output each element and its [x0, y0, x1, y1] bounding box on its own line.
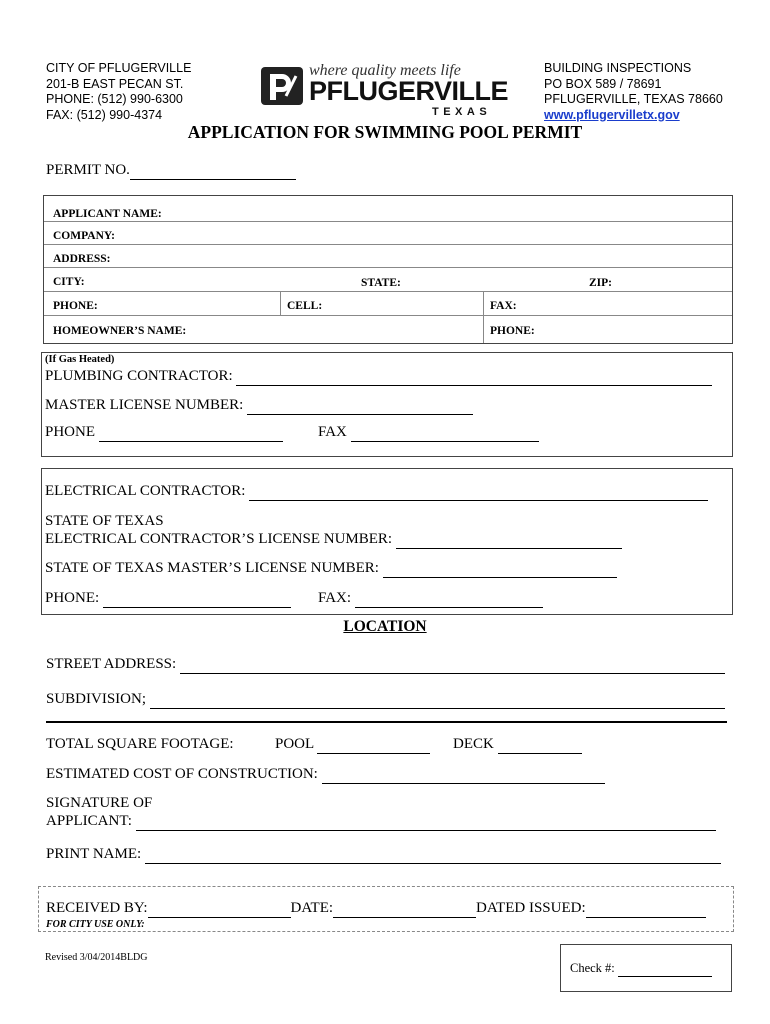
signature-label-line2: APPLICANT: — [46, 813, 132, 829]
date-label: DATE: — [290, 900, 334, 916]
cell-label: CELL: — [287, 300, 323, 312]
dated-issued-field[interactable] — [586, 900, 706, 918]
plumbing-phone-row — [45, 424, 283, 442]
master-electrical-license-label: STATE OF TEXAS MASTER’S LICENSE NUMBER: — [45, 560, 379, 576]
received-by-label: RECEIVED BY: — [46, 900, 148, 916]
applicant-name-row[interactable] — [44, 196, 732, 222]
estimated-cost-field[interactable] — [322, 766, 605, 784]
plumbing-contractor-field[interactable] — [236, 368, 712, 386]
electrical-contractor-field[interactable] — [249, 483, 708, 501]
inspections-po-box: PO BOX 589 / 78691 — [544, 76, 662, 91]
city-label: CITY: — [53, 276, 85, 288]
electrical-fax-label: FAX: — [318, 590, 352, 606]
company-row[interactable] — [44, 222, 732, 245]
electrical-license-row — [45, 531, 622, 549]
master-electrical-license-row — [45, 560, 617, 578]
master-electrical-license-field[interactable] — [383, 560, 617, 578]
electrical-phone-field[interactable] — [103, 590, 291, 608]
zip-label: ZIP: — [589, 277, 612, 289]
applicant-info-table — [43, 195, 733, 344]
permit-no-field[interactable] — [130, 162, 296, 180]
logo-tagline: where quality meets life — [309, 62, 461, 79]
street-address-row — [46, 656, 725, 674]
check-number-box — [560, 944, 732, 992]
homeowner-phone-label: PHONE: — [490, 325, 535, 337]
subdivision-row — [46, 691, 725, 709]
inspections-city: PFLUGERVILLE, TEXAS 78660 — [544, 92, 723, 106]
applicant-name-label: APPLICANT NAME: — [53, 208, 162, 220]
check-number-row — [570, 961, 712, 977]
city-use-only-box — [38, 886, 734, 932]
fax-label: FAX: — [490, 300, 517, 312]
deck-sqft-field[interactable] — [498, 736, 582, 754]
deck-row — [453, 736, 582, 754]
city-street: 201-B EAST PECAN ST. — [46, 76, 184, 91]
signature-field[interactable] — [136, 813, 716, 831]
dated-issued-label: DATED ISSUED: — [476, 900, 586, 916]
electrical-contractor-box — [41, 468, 733, 615]
state-of-texas-label: STATE OF TEXAS — [45, 513, 164, 529]
electrical-license-field[interactable] — [396, 531, 622, 549]
street-address-field[interactable] — [180, 656, 725, 674]
electrical-fax-field[interactable] — [355, 590, 543, 608]
phone-cell-fax-row — [44, 292, 732, 316]
logo-brand: PFLUGERVILLE — [309, 76, 509, 106]
received-by-field[interactable] — [148, 900, 291, 918]
city-state-zip-row — [44, 268, 732, 292]
pool-label: POOL — [275, 736, 314, 752]
city-fax: FAX: (512) 990-4374 — [46, 107, 163, 122]
plumbing-phone-field[interactable] — [99, 424, 283, 442]
permit-no-label: PERMIT NO. — [46, 162, 130, 178]
address-label: ADDRESS: — [53, 253, 111, 265]
electrical-phone-row — [45, 590, 291, 608]
city-name: CITY OF PFLUGERVILLE — [46, 61, 192, 75]
divider — [483, 292, 484, 343]
deck-label: DECK — [453, 736, 494, 752]
print-name-field[interactable] — [145, 846, 721, 864]
estimated-cost-label: ESTIMATED COST OF CONSTRUCTION: — [46, 766, 318, 782]
signature-row — [46, 813, 716, 831]
city-address-block — [46, 61, 191, 123]
inspections-address-block — [544, 61, 723, 123]
phone-label: PHONE: — [53, 300, 98, 312]
estimated-cost-row — [46, 766, 605, 784]
homeowner-row — [44, 316, 732, 343]
permit-no-row — [46, 162, 296, 180]
master-license-field[interactable] — [247, 397, 473, 415]
print-name-row — [46, 846, 721, 864]
gas-heated-note: (If Gas Heated) — [45, 354, 115, 365]
master-license-row — [45, 397, 473, 415]
website-link[interactable]: www.pflugervilletx.gov — [544, 107, 680, 122]
check-number-field[interactable] — [618, 961, 712, 977]
electrical-contractor-row — [45, 483, 708, 501]
location-heading: LOCATION — [343, 618, 427, 635]
divider — [280, 292, 281, 316]
electrical-contractor-label: ELECTRICAL CONTRACTOR: — [45, 483, 246, 499]
section-divider — [46, 721, 727, 723]
pool-sqft-field[interactable] — [317, 736, 430, 754]
master-license-label: MASTER LICENSE NUMBER: — [45, 397, 244, 413]
received-by-row — [46, 900, 706, 918]
electrical-fax-row — [318, 590, 543, 608]
logo-texas: TEXAS — [432, 106, 492, 118]
plumbing-contractor-row — [45, 368, 712, 386]
check-number-label: Check #: — [570, 961, 615, 975]
subdivision-label: SUBDIVISION; — [46, 691, 147, 707]
total-sqft-label: TOTAL SQUARE FOOTAGE: — [46, 736, 234, 752]
inspections-dept: BUILDING INSPECTIONS — [544, 61, 692, 75]
state-label: STATE: — [361, 277, 401, 289]
revised-note: Revised 3/04/2014BLDG — [45, 952, 148, 963]
homeowner-name-label: HOMEOWNER’S NAME: — [53, 325, 187, 337]
date-field[interactable] — [333, 900, 476, 918]
plumbing-fax-label: FAX — [318, 424, 347, 440]
pflugerville-logo-mark-icon — [260, 66, 304, 106]
city-phone: PHONE: (512) 990-6300 — [46, 92, 183, 106]
electrical-phone-label: PHONE: — [45, 590, 100, 606]
address-row[interactable] — [44, 245, 732, 268]
company-label: COMPANY: — [53, 230, 115, 242]
plumbing-fax-row — [318, 424, 539, 442]
street-address-label: STREET ADDRESS: — [46, 656, 177, 672]
city-use-only-note: FOR CITY USE ONLY: — [46, 919, 145, 930]
print-name-label: PRINT NAME: — [46, 846, 142, 862]
page-title: APPLICATION FOR SWIMMING POOL PERMIT — [187, 122, 583, 142]
plumbing-fax-field[interactable] — [351, 424, 539, 442]
plumbing-contractor-box — [41, 352, 733, 457]
subdivision-field[interactable] — [150, 691, 725, 709]
pool-row — [275, 736, 430, 754]
plumbing-contractor-label: PLUMBING CONTRACTOR: — [45, 368, 233, 384]
plumbing-phone-label: PHONE — [45, 424, 96, 440]
electrical-license-label: ELECTRICAL CONTRACTOR’S LICENSE NUMBER: — [45, 531, 393, 547]
signature-label-line1: SIGNATURE OF — [46, 795, 153, 811]
